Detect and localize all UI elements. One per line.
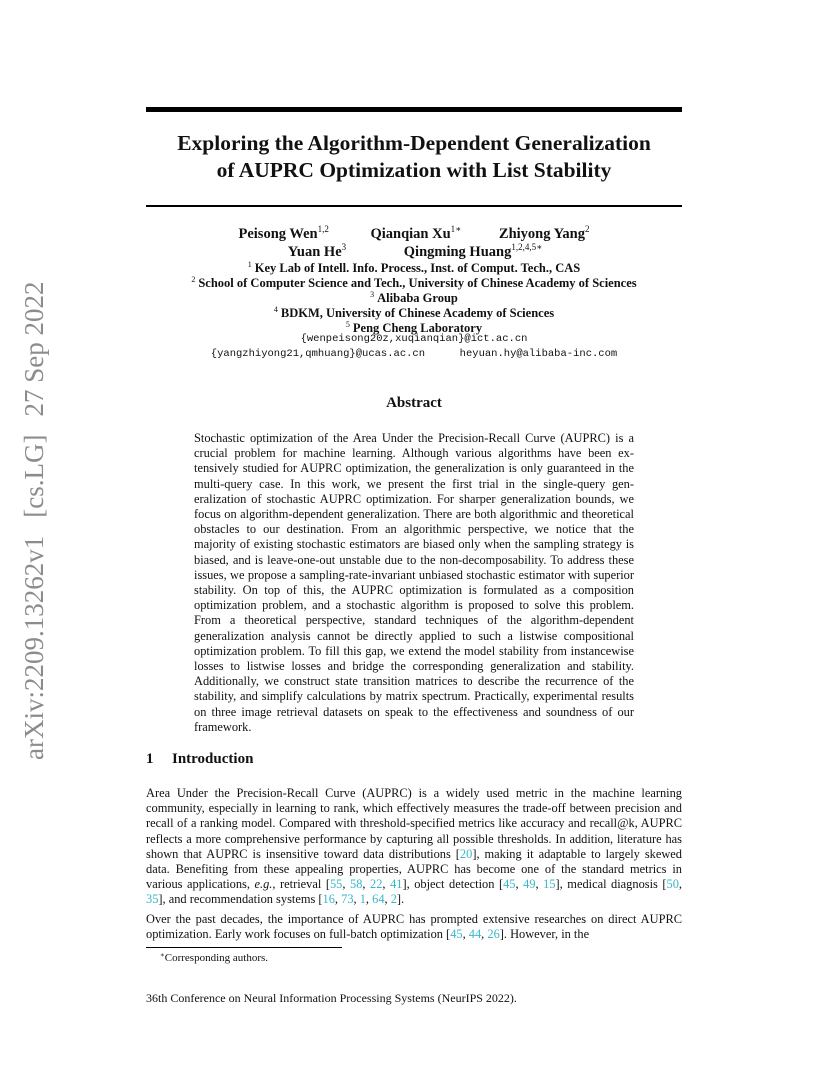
- footnote-mark: ∗: [160, 951, 165, 959]
- citation-link[interactable]: 41: [390, 877, 403, 892]
- title-top-rule: [146, 107, 682, 112]
- author-5: Qingming Huang$^{1,2,4,5∗}$: [403, 242, 543, 260]
- abstract-text: Stochastic optimization of the Area Under the Precision-Recall Curve (AUPRC) is a crucial problem for machine learning. Although various algorithms have been extensively studied for AUPRC optimization, the generalization is only guaranteed in the multi-query case. In this work, we present the first trial in the single-query generalization of stochastic AUPRC optimization. For sharper generalization bounds, we focus on algorithm-dependent generalization. There are both algorithmic and theoretical obstacles to our destination. From an algorithmic perspective, we notice that the majority of existing stochastic estimators are biased only when the sampling strategy is biased, and is leave-one-out unstable due to the non-decomposability. To address these issues, we propose a sampling-rate-invariant unbiased stochastic estimator with superior stability. On top of this, the AUPRC optimization is formulated as a composition optimization problem, and a stochastic algorithm is proposed to solve this problem. From a theoretical perspective, standard techniques of the algorithm-dependent generalization analysis cannot be directly applied to such a listwise compositional optimization problem. To fill this gap, we extend the model stability from instancewise losses to listwise losses and bridge the corresponding generalization and stability. Additionally, we construct state transition matrices to describe the recurrence of the stability, and simplify calculations by matrix spectrum. Practically, experimental results on three image retrieval datasets on speak to the effectiveness and soundness of our framework.: [194, 431, 634, 734]
- citation-link[interactable]: 45: [503, 877, 516, 892]
- arxiv-id: arXiv:2209.13262v1: [19, 535, 49, 760]
- intro-paragraph-2: Over the past decades, the importance of AUPRC has prompted extensive researches on direct AUPRC optimization. Early work focuses on full-batch optimization [45, 44, 26]. However, in the: [146, 912, 682, 942]
- affiliation-5: $^5$ Peng Cheng Laboratory: [345, 320, 483, 335]
- citation-link[interactable]: 44: [468, 927, 482, 942]
- title-bottom-rule: [146, 205, 682, 207]
- abstract-heading: Abstract: [386, 395, 442, 411]
- paper-title: [146, 130, 682, 184]
- citation-link[interactable]: 49: [523, 877, 536, 892]
- citation-link[interactable]: 45: [450, 927, 463, 942]
- footnote-rule: [146, 947, 342, 948]
- citation-link[interactable]: 2: [390, 892, 397, 907]
- author-block: [146, 220, 682, 260]
- citation-link[interactable]: 55: [329, 877, 343, 892]
- citation-link[interactable]: 16: [322, 892, 335, 907]
- section-number: 1: [146, 751, 154, 767]
- arxiv-stamp: [14, 281, 54, 760]
- section-heading: [146, 751, 253, 768]
- footnote: [160, 951, 268, 964]
- author-1: Peisong Wen$^{1,2}$: [238, 224, 329, 242]
- author-4: Yuan He$^3$: [287, 242, 347, 260]
- citation-link[interactable]: 15: [543, 877, 556, 892]
- footnote-text: Corresponding authors.: [164, 952, 269, 964]
- affiliation-1: $^1$ Key Lab of Intell. Info. Process., Inst. of Comput. Tech., CAS: [247, 260, 581, 275]
- citation-link[interactable]: 1: [359, 892, 366, 907]
- email-ucas: {yangzhiyong21,qmhuang}@ucas.ac.cn: [210, 348, 426, 360]
- citation-link[interactable]: 73: [341, 892, 354, 907]
- affiliation-block: [130, 257, 698, 362]
- email-ict: {wenpeisong20z,xuqianqian}@ict.ac.cn: [300, 333, 528, 345]
- citation-link[interactable]: 26: [487, 927, 500, 942]
- citation-link[interactable]: 35: [146, 892, 159, 907]
- arxiv-date: 27 Sep 2022: [19, 281, 49, 417]
- citation-link[interactable]: 58: [350, 877, 363, 892]
- title-line-1: Exploring the Algorithm-Dependent Generalization: [177, 131, 651, 155]
- email-row: [130, 347, 698, 362]
- arxiv-category: [cs.LG]: [19, 434, 49, 518]
- citation-link[interactable]: 64: [372, 892, 385, 907]
- intro-paragraph-1: Area Under the Precision-Recall Curve (AUPRC) is a widely used metric in the machine learning community, especially in learning to rank, which effectively measures the trade-off between precision and recall of a ranking model. Compared with threshold-specified metrics like accuracy and recall@k, AUPRC reflects a more comprehensive performance by capturing all possible thresholds. In addition, literature has shown that AUPRC is insensitive toward data distributions [20], making it adaptable to largely skewed data. Benefiting from these appealing properties, AUPRC has become one of the standard metrics in various applications, e.g., retrieval [55, 58, 22, 41], object detection [45, 49, 15], medical diagnosis [50, 35], and recommendation systems [16, 73, 1, 64, 2].: [146, 786, 683, 907]
- venue-footer: 36th Conference on Neural Information Processing Systems (NeurIPS 2022).: [146, 991, 517, 1005]
- citation-link[interactable]: 50: [666, 877, 679, 892]
- email-alibaba: heyuan.hy@alibaba-inc.com: [459, 348, 618, 360]
- citation-link[interactable]: 22: [370, 877, 383, 892]
- affiliation-3: $^3$ Alibaba Group: [370, 290, 458, 305]
- author-3: Zhiyong Yang$^2$: [498, 224, 590, 242]
- affiliation-4: $^4$ BDKM, University of Chinese Academy of Sciences: [273, 305, 555, 320]
- title-line-2: of AUPRC Optimization with List Stability: [216, 158, 612, 182]
- section-title: Introduction: [172, 751, 254, 767]
- author-2: Qianqian $Xu^{1∗}$: [370, 224, 462, 242]
- affiliation-2: $^2$ School of Computer Science and Tech., University of Chinese Academy of Sciences: [191, 275, 637, 290]
- citation-link[interactable]: 20: [459, 846, 473, 861]
